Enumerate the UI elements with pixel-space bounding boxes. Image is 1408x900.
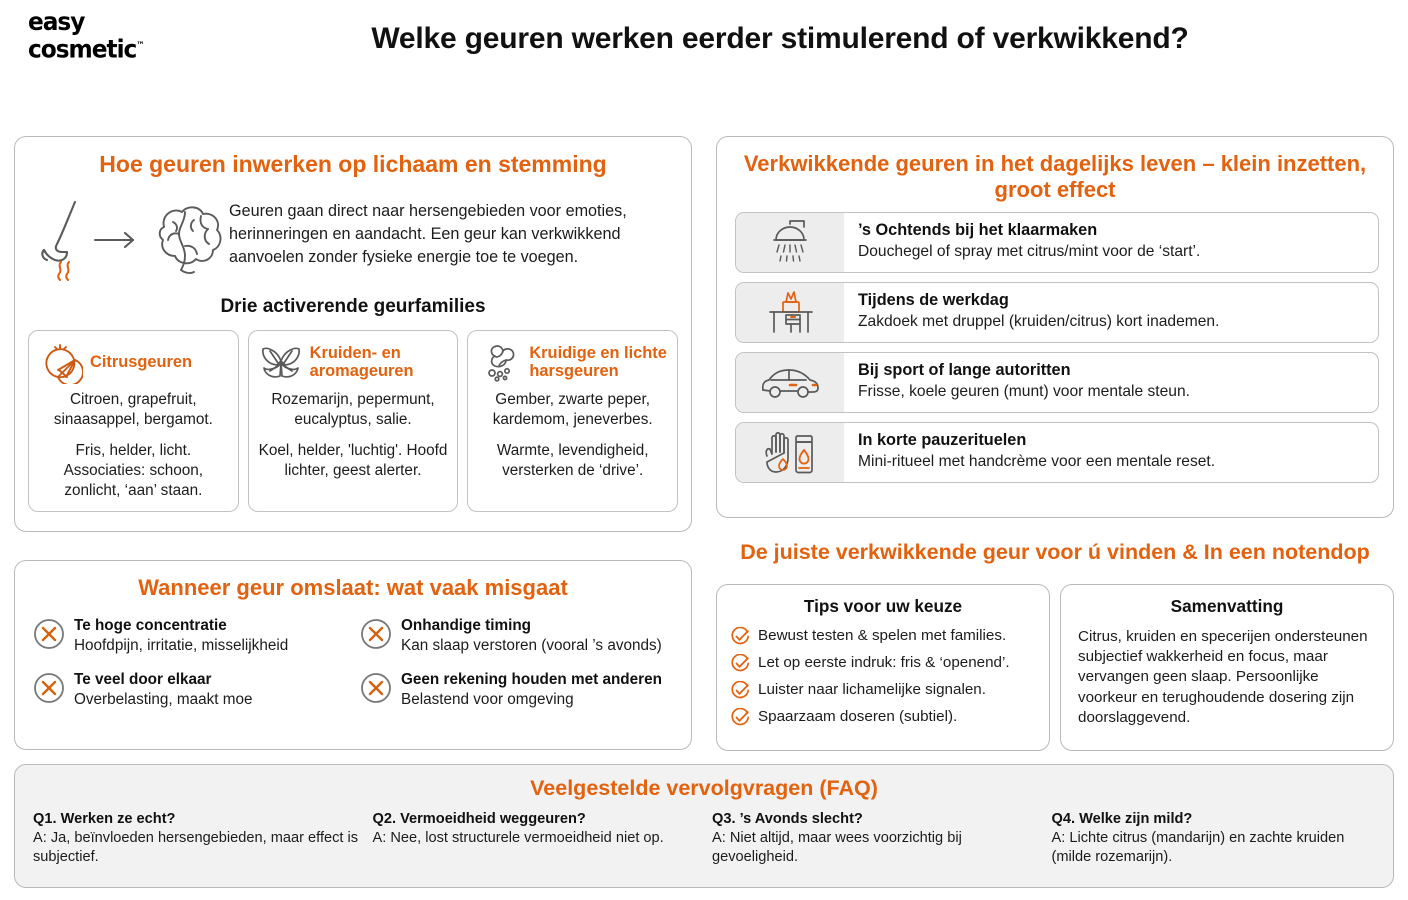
faq-grid: [33, 810, 1377, 866]
mistakes-panel-title: Wanneer geur omslaat: wat vaak misgaat: [138, 575, 568, 600]
mistake-subtitle: Overbelasting, maakt moe: [74, 690, 253, 708]
faq-answer: A: Niet altijd, maar wees voorzichtig bij gevoeligheid.: [712, 830, 962, 865]
summary-panel: [1060, 584, 1394, 751]
mistake-title: Onhandige timing: [401, 616, 532, 634]
faq-answer: A: Lichte citrus (mandarijn) en zachte kruiden (milde rozemarijn).: [1051, 830, 1345, 865]
faq-title: Veelgestelde vervolgvragen (FAQ): [530, 776, 878, 800]
intro-paragraph: Geuren gaan direct naar hersengebieden voor emoties, herinneringen en aandacht. Een geur kan verkwikkend aanvoelen zonder fysieke energie toe te voegen.: [229, 202, 627, 267]
mistake-item: [33, 671, 350, 709]
header: [0, 0, 1408, 118]
mistakes-grid: [33, 617, 677, 709]
ginger-root-icon: [478, 340, 522, 384]
daily-panel-title: Verkwikkende geuren in het dagelijks leven – klein inzetten, groot effect: [743, 151, 1367, 202]
faq-question: Q4. Welke zijn mild?: [1051, 811, 1193, 828]
family-effect: Fris, helder, licht. Associaties: schoon, zonlicht, ‘aan’ staan.: [63, 441, 204, 499]
common-mistakes-panel: [14, 560, 692, 750]
circle-check-icon: [731, 627, 750, 646]
circle-check-icon: [731, 654, 750, 673]
tile-subtitle: Douchegel of spray met citrus/mint voor de ‘start’.: [858, 243, 1201, 261]
intro-row: [33, 196, 675, 280]
mistake-item: [360, 671, 677, 709]
tip-text: Bewust testen & spelen met families.: [758, 627, 1007, 644]
faq-question: Q1. Werken ze echt?: [33, 811, 176, 828]
daily-tile-workday: [735, 282, 1379, 343]
family-card-header: [475, 340, 670, 384]
tip-text: Let op eerste indruk: fris & ‘openend’.: [758, 654, 1010, 671]
family-examples: Gember, zwarte peper, kardemom, jeneverbes.: [492, 391, 653, 428]
faq-question: Q2. Vermoeidheid weggeuren?: [372, 811, 586, 828]
faq-item: [712, 810, 1038, 866]
tile-body: [844, 213, 1210, 272]
family-card-herbs: [248, 330, 459, 511]
tile-body: [844, 423, 1225, 482]
family-effect: Koel, helder, 'luchtig'. Hoofd lichter, geest alerter.: [258, 441, 448, 479]
tile-title: In korte pauzerituelen: [858, 430, 1027, 449]
how-scents-work-panel: [14, 136, 692, 532]
mistake-text: [74, 617, 288, 655]
daily-tile-break: [735, 422, 1379, 483]
tile-subtitle: Zakdoek met druppel (kruiden/citrus) kort inademen.: [858, 313, 1220, 331]
daily-tile-morning: [735, 212, 1379, 273]
page-title: Welke geuren werken eerder stimulerend of verkwikkend?: [371, 22, 1189, 55]
family-card-body: [256, 390, 451, 481]
mistake-text: [74, 671, 253, 709]
car-icon: [736, 353, 844, 412]
family-card-header: [36, 340, 231, 384]
faq-answer: A: Ja, beïnvloeden hersengebieden, maar effect is subjectief.: [33, 830, 359, 865]
choose-section-title: De juiste verkwikkende geur voor ú vinden & In een notendop: [740, 540, 1370, 564]
brand-logo: [28, 7, 145, 64]
tile-subtitle: Frisse, koele geuren (munt) voor mentale steun.: [858, 383, 1190, 401]
tile-title: ’s Ochtends bij het klaarmaken: [858, 220, 1098, 239]
faq-question: Q3. ’s Avonds slecht?: [712, 811, 863, 828]
family-card-body: [475, 390, 670, 481]
summary-title: Samenvatting: [1170, 596, 1284, 616]
daily-life-panel: [716, 136, 1394, 518]
circle-x-icon: [33, 672, 65, 704]
mistake-text: [401, 617, 662, 655]
tile-subtitle: Mini-ritueel met handcrème voor een mentale reset.: [858, 453, 1216, 471]
tip-item: [731, 708, 1041, 727]
circle-check-icon: [731, 681, 750, 700]
tile-body: [844, 283, 1229, 342]
family-card-citrus: [28, 330, 239, 511]
mistake-title: Te veel door elkaar: [74, 670, 212, 688]
trademark-symbol: ™: [136, 41, 145, 51]
tile-title: Tijdens de werkdag: [858, 290, 1009, 309]
circle-x-icon: [33, 618, 65, 650]
family-card-body: [36, 390, 231, 500]
family-card-header: [256, 340, 451, 384]
faq-item: [1052, 810, 1378, 866]
mistake-text: [401, 671, 662, 709]
tip-text: Spaarzaam doseren (subtiel).: [758, 708, 958, 725]
tip-text: Luister naar lichamelijke signalen.: [758, 681, 986, 698]
family-effect: Warmte, levendigheid, versterken de ‘drive’.: [496, 441, 649, 479]
mistake-subtitle: Kan slaap verstoren (vooral ’s avonds): [401, 636, 662, 654]
circle-x-icon: [360, 672, 392, 704]
hand-cream-icon: [736, 423, 844, 482]
family-name: Citrusgeuren: [90, 352, 193, 371]
desk-tissue-icon: [736, 283, 844, 342]
daily-tile-sport-car: [735, 352, 1379, 413]
family-name: Kruidige en lichte harsgeuren: [529, 343, 667, 381]
tile-title: Bij sport of lange autoritten: [858, 360, 1071, 379]
faq-item: [373, 810, 699, 866]
brain-panel-title: Hoe geuren inwerken op lichaam en stemming: [99, 151, 607, 177]
tips-panel: [716, 584, 1050, 751]
circle-check-icon: [731, 708, 750, 727]
faq-item: [33, 810, 359, 866]
faq-panel: [14, 764, 1394, 888]
logo-line-2: cosmetic™: [28, 34, 145, 64]
faq-answer: A: Nee, lost structurele vermoeidheid niet op.: [372, 830, 664, 847]
tips-list: [731, 627, 1041, 727]
family-examples: Rozemarijn, pepermunt, eucalyptus, salie.: [271, 391, 435, 428]
tip-item: [731, 627, 1041, 646]
summary-text: Citrus, kruiden en specerijen ondersteunen subjectief wakkerheid en focus, maar vervangen geen slaap. Persoonlijke voorkeur en terughoudende dosering zijn doorslaggevend.: [1078, 628, 1368, 726]
family-name: Kruiden- en aromageuren: [309, 343, 414, 381]
mistake-item: [33, 617, 350, 655]
arrow-right-icon: [95, 233, 133, 247]
nose-to-brain-illustration: [33, 196, 229, 280]
families-subtitle: Drie activerende geurfamilies: [220, 296, 486, 318]
mint-leaf-icon: [259, 340, 303, 384]
citrus-slice-icon: [39, 340, 83, 384]
circle-x-icon: [360, 618, 392, 650]
shower-icon: [736, 213, 844, 272]
mistake-item: [360, 617, 677, 655]
tip-item: [731, 681, 1041, 700]
tips-title: Tips voor uw keuze: [803, 596, 963, 616]
mistake-title: Te hoge concentratie: [74, 616, 227, 634]
logo-line-1: easy: [28, 7, 85, 36]
tile-body: [844, 353, 1200, 412]
scent-families-row: [28, 330, 678, 511]
tip-item: [731, 654, 1041, 673]
mistake-subtitle: Belastend voor omgeving: [401, 690, 574, 708]
family-examples: Citroen, grapefruit, sinaasappel, bergamot.: [53, 391, 213, 428]
mistake-subtitle: Hoofdpijn, irritatie, misselijkheid: [74, 636, 289, 654]
family-card-spices: [467, 330, 678, 511]
mistake-title: Geen rekening houden met anderen: [401, 670, 662, 688]
